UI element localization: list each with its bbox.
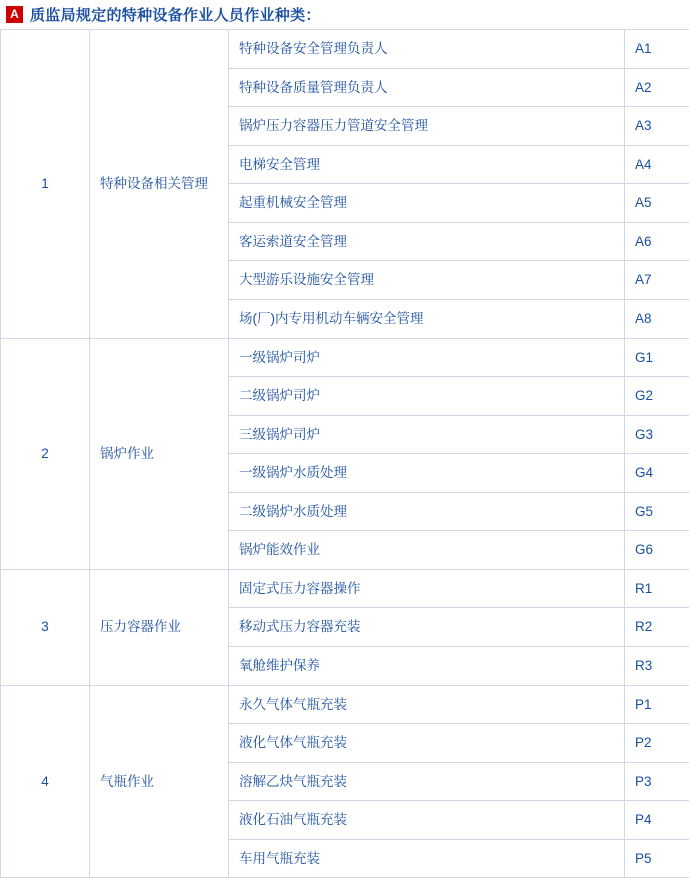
job-code-cell: A4 xyxy=(625,145,689,184)
job-code-cell: G2 xyxy=(625,377,689,416)
page-title xyxy=(0,0,689,29)
job-name-cell: 二级锅炉水质处理 xyxy=(229,492,625,531)
job-name-cell: 氧舱维护保养 xyxy=(229,647,625,686)
job-code-cell: P1 xyxy=(625,685,689,724)
job-code-cell: P3 xyxy=(625,762,689,801)
group-category-cell: 气瓶作业 xyxy=(90,685,229,878)
job-code-cell: G5 xyxy=(625,492,689,531)
job-code-cell: G4 xyxy=(625,454,689,493)
job-code-cell: G6 xyxy=(625,531,689,570)
job-code-cell: P2 xyxy=(625,724,689,763)
job-code-cell: A7 xyxy=(625,261,689,300)
job-name-cell: 一级锅炉司炉 xyxy=(229,338,625,377)
section-badge-icon: A xyxy=(6,6,23,23)
group-number-cell: 4 xyxy=(1,685,90,878)
group-category-cell: 特种设备相关管理 xyxy=(90,30,229,339)
job-code-cell: G3 xyxy=(625,415,689,454)
special-equipment-table xyxy=(0,29,689,878)
group-number-cell: 2 xyxy=(1,338,90,569)
job-name-cell: 三级锅炉司炉 xyxy=(229,415,625,454)
job-name-cell: 溶解乙炔气瓶充装 xyxy=(229,762,625,801)
job-name-cell: 一级锅炉水质处理 xyxy=(229,454,625,493)
job-code-cell: A1 xyxy=(625,30,689,69)
group-category-cell: 锅炉作业 xyxy=(90,338,229,569)
job-code-cell: A8 xyxy=(625,299,689,338)
job-code-cell: R1 xyxy=(625,569,689,608)
job-name-cell: 特种设备质量管理负责人 xyxy=(229,68,625,107)
job-name-cell: 二级锅炉司炉 xyxy=(229,377,625,416)
job-name-cell: 液化气体气瓶充装 xyxy=(229,724,625,763)
job-code-cell: A2 xyxy=(625,68,689,107)
job-name-cell: 移动式压力容器充装 xyxy=(229,608,625,647)
table-row xyxy=(1,569,689,608)
job-name-cell: 锅炉压力容器压力管道安全管理 xyxy=(229,107,625,146)
job-code-cell: R2 xyxy=(625,608,689,647)
group-number-cell: 1 xyxy=(1,30,90,339)
job-code-cell: P5 xyxy=(625,839,689,878)
table-row xyxy=(1,685,689,724)
job-name-cell: 客运索道安全管理 xyxy=(229,222,625,261)
page-title-text: 质监局规定的特种设备作业人员作业种类： xyxy=(30,4,321,25)
table-row xyxy=(1,30,689,69)
job-code-cell: R3 xyxy=(625,647,689,686)
job-name-cell: 锅炉能效作业 xyxy=(229,531,625,570)
group-category-cell: 压力容器作业 xyxy=(90,569,229,685)
table-row xyxy=(1,338,689,377)
job-name-cell: 车用气瓶充装 xyxy=(229,839,625,878)
job-name-cell: 场(厂)内专用机动车辆安全管理 xyxy=(229,299,625,338)
job-code-cell: A6 xyxy=(625,222,689,261)
job-name-cell: 电梯安全管理 xyxy=(229,145,625,184)
job-name-cell: 固定式压力容器操作 xyxy=(229,569,625,608)
job-name-cell: 特种设备安全管理负责人 xyxy=(229,30,625,69)
job-name-cell: 液化石油气瓶充装 xyxy=(229,801,625,840)
job-code-cell: P4 xyxy=(625,801,689,840)
job-name-cell: 起重机械安全管理 xyxy=(229,184,625,223)
job-code-cell: G1 xyxy=(625,338,689,377)
job-code-cell: A5 xyxy=(625,184,689,223)
job-name-cell: 永久气体气瓶充装 xyxy=(229,685,625,724)
job-code-cell: A3 xyxy=(625,107,689,146)
job-name-cell: 大型游乐设施安全管理 xyxy=(229,261,625,300)
group-number-cell: 3 xyxy=(1,569,90,685)
